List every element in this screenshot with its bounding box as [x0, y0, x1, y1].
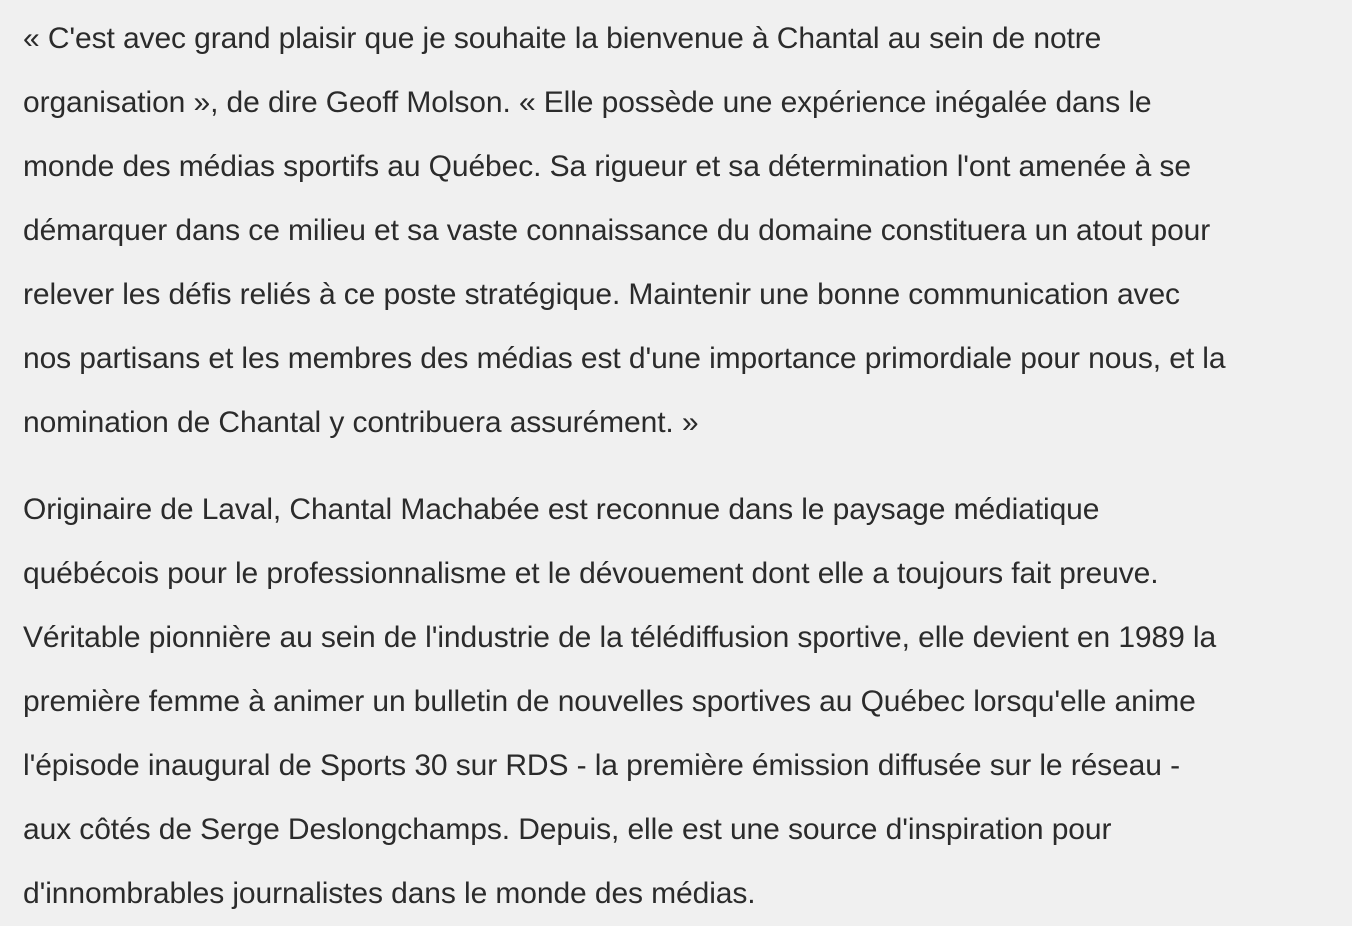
paragraph-line: Véritable pionnière au sein de l'industrie de la télédiffusion sportive, elle devient en 1989 la — [23, 621, 1217, 654]
paragraph-line: aux côtés de Serge Deslongchamps. Depuis, elle est une source d'inspiration pour — [23, 813, 1112, 846]
paragraph-line: nos partisans et les membres des médias est d'une importance primordiale pour nous, et la — [23, 342, 1226, 375]
paragraph-line: nomination de Chantal y contribuera assurément. » — [23, 406, 699, 439]
paragraph-line: organisation », de dire Geoff Molson. « Elle possède une expérience inégalée dans le — [23, 86, 1152, 119]
paragraph-line: québécois pour le professionnalisme et le dévouement dont elle a toujours fait preuve. — [23, 557, 1159, 590]
article-paragraph-quote — [23, 7, 1328, 455]
paragraph-line: « C'est avec grand plaisir que je souhaite la bienvenue à Chantal au sein de notre — [23, 22, 1102, 55]
paragraph-line: monde des médias sportifs au Québec. Sa rigueur et sa détermination l'ont amenée à se — [23, 150, 1191, 183]
paragraph-line: l'épisode inaugural de Sports 30 sur RDS - la première émission diffusée sur le réseau - — [23, 749, 1180, 782]
paragraph-line: première femme à animer un bulletin de nouvelles sportives au Québec lorsqu'elle anime — [23, 685, 1196, 718]
paragraph-line: d'innombrables journalistes dans le monde des médias. — [23, 877, 756, 910]
paragraph-line: démarquer dans ce milieu et sa vaste connaissance du domaine constituera un atout pour — [23, 214, 1211, 247]
paragraph-line: relever les défis reliés à ce poste stratégique. Maintenir une bonne communication avec — [23, 278, 1180, 311]
article-paragraph-biography — [23, 478, 1328, 926]
paragraph-line: Originaire de Laval, Chantal Machabée est reconnue dans le paysage médiatique — [23, 493, 1100, 526]
